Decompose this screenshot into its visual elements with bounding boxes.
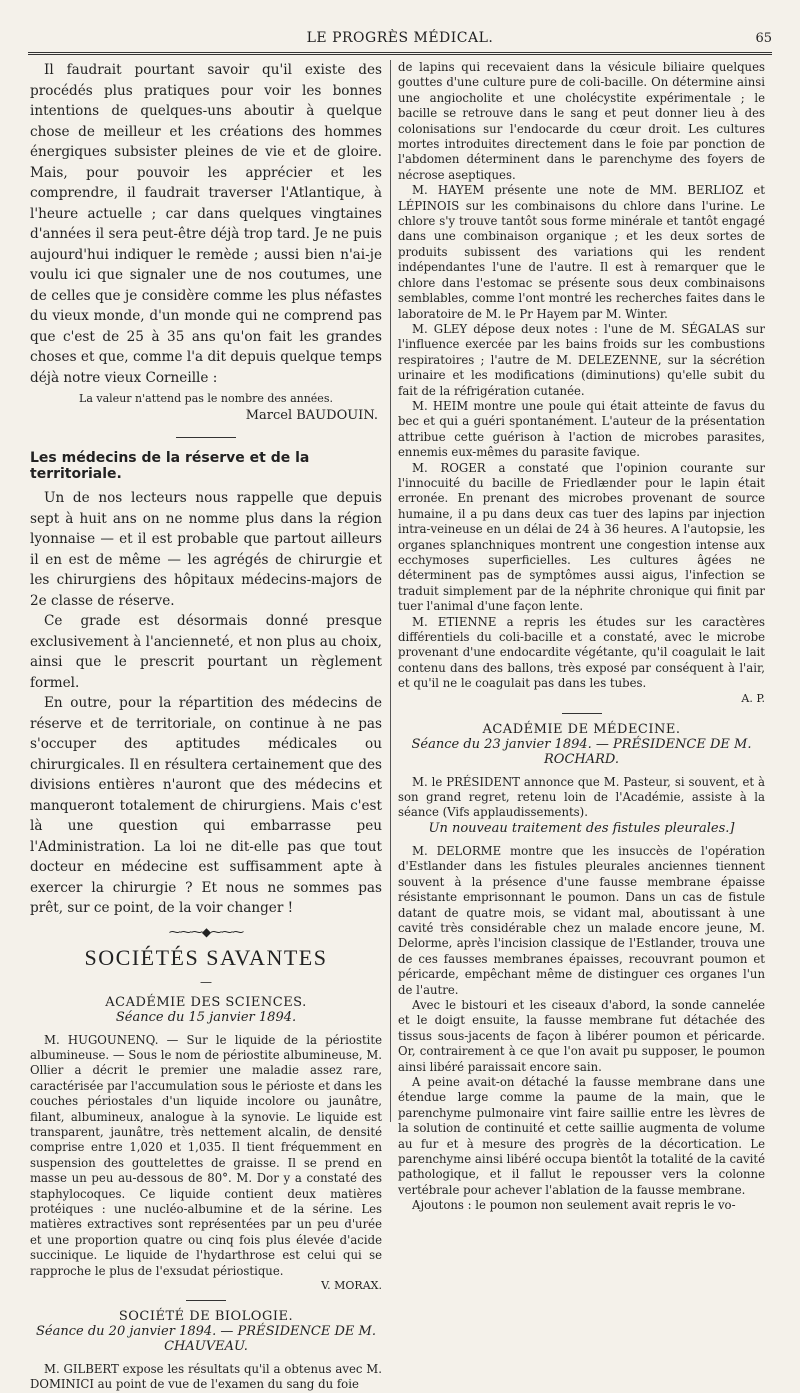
paragraph: M. GLEY dépose deux notes : l'une de M. SÉGALAS sur l'influence exercée par les bains froids sur les combustions respiratoires ; l'autre de M. DELEZENNE, sur la sécrétion urinaire et les modifications (diminutions) qu'elle subit du fait de la réfrigération cutanée. (398, 321, 765, 398)
page-header (28, 30, 772, 52)
paragraph: Avec le bistouri et les ciseaux d'abord, la sonde cannelée et le doigt ensuite, la fausse membrane fut détachée des tissus sous-jacents de façon à libérer poumon et péricarde. Or, contrairement à ce que l'on avait pu supposer, le poumon ainsi libéré paraissait encore sain. (398, 997, 765, 1074)
paragraph: M. HAYEM présente une note de MM. BERLIOZ et LÉPINOIS sur les combinaisons du chlore dans l'urine. Le chlore s'y trouve tantôt sous forme minérale et tantôt engagé dans une combinaison organique ; et les deux sortes de produits subissent des variations qui les rendent indépendantes l'une de l'autre. Il est à remarquer que le chlore dans l'estomac se présente sous deux combinaisons semblables, comme l'ont montré les recherches faites dans le laboratoire de M. le Pr Hayem par M. Winter. (398, 183, 765, 321)
paragraph: Il faudrait pourtant savoir qu'il existe des procédés plus pratiques pour voir les bonnes intentions de quelques-uns aboutir à quelque chose de meilleur et les créations des hommes énergiques subsister pleines de vie et de gloire. Mais, pour pouvoir les apprécier et les comprendre, il faudrait traverser l'Atlantique, à l'heure actuelle ; car dans quelques vingtaines d'années il sera peut-être déjà trop tard. Je ne puis aujourd'hui indiquer le remède ; aussi bien n'ai-je voulu ici que signaler une de nos coutumes, une de celles que je considère comme les plus néfastes du vieux monde, d'un monde qui ne comprend pas que c'est de 25 à 35 ans qu'on fait les grandes choses et que, comme l'a dit depuis quelque temps déjà notre vieux Corneille : (30, 62, 383, 386)
section-title: SOCIÉTÉS SAVANTES (84, 944, 328, 970)
signature: V. MORAX. (321, 1279, 382, 1292)
dash-separator: — (200, 974, 212, 989)
session-date: Séance du 20 janvier 1894. — PRÉSIDENCE DE M. CHAUVEAU. (36, 1324, 376, 1354)
paragraph: A peine avait-on détaché la fausse membrane dans une étendue large comme la paume de la main, que le parenchyme pulmonaire vint faire saillie entre les lèvres de la solution de continuité et cette saillie augmenta de volume au fur et à mesure des progrès de la décortication. Le parenchyme ainsi libéré occupa bientôt la totalité de la cavité pathologique, et il fallut le repousser vers la colonne vertébrale pour achever l'ablation de la fausse membrane. (398, 1074, 765, 1197)
society-heading: SOCIÉTÉ DE BIOLOGIE. (118, 1309, 294, 1324)
paragraph: M. HEIM montre une poule qui était atteinte de favus du bec et qui a guéri spontanément. L'auteur de la présentation attribue cette guérison à l'action de microbes parasites, ennemis eux-mêmes du parasite favique. (398, 398, 765, 460)
signature: A. P. (741, 691, 765, 705)
header-rule (28, 52, 772, 55)
paragraph: M. ROGER a constaté que l'opinion courante sur l'innocuité du bacille de Friedlænder pour le lapin était erronée. En prenant des microbes provenant de source humaine, il a pu dans deux cas tuer des lapins par injection intra-veineuse en un délai de 24 à 36 heures. A l'autopsie, les organes splanchniques montrent une congestion intense aux ecchymoses superficielles. Les cultures âgées ne déterminent pas de symptômes aussi aigus, l'infection se traduit simplement par de la néphrite chronique qui finit par tuer l'animal d'une façon lente. (398, 460, 765, 614)
signature: Marcel BAUDOUIN. (245, 408, 378, 423)
left-column (30, 60, 382, 1393)
page-number: 65 (755, 31, 772, 46)
paragraph: de lapins qui recevaient dans la vésicule biliaire quelques gouttes d'une culture pure de coli-bacille. On détermine ainsi une angiocholite et une cholécystite expérimentale ; le bacille se retrouve dans le sang et peut donner lieu à des colonisations sur l'endocarde du cœur droit. Les cultures mortes introduites directement dans le foie par ponction de l'abdomen déterminent dans le parenchyme des foyers de nécrose aseptiques. (398, 60, 765, 182)
separator (186, 1300, 226, 1301)
journal-title: LE PROGRÈS MÉDICAL. (306, 30, 494, 46)
paragraph: M. GILBERT expose les résultats qu'il a obtenus avec M. DOMINICI au point de vue de l'examen du sang du foie (30, 1362, 382, 1392)
right-column (398, 60, 765, 1214)
society-heading: ACADÉMIE DE MÉDECINE. (482, 721, 681, 737)
paragraph: En outre, pour la répartition des médecins de réserve et de territoriale, on continue à ne pas s'occuper des aptitudes médicales ou chirurgicales. Il en résultera certainement que des divisions entières n'auront que des médecins et manqueront totalement de chirurgiens. Mais c'est là une question qui embarrasse peu l'Administration. La loi ne dit-elle pas que tout docteur en médecine est suffisamment apte à exercer la chirurgie ? Et nous ne sommes pas prêt, sur ce point, de la voir changer ! (30, 695, 382, 916)
ornament-divider: ⁓⁓⁓◆⁓⁓⁓ (168, 924, 244, 939)
subheading: Un nouveau traitement des fistules pleurales.] (428, 820, 735, 836)
paragraph: M. HUGOUNENQ. — Sur le liquide de la périostite albumineuse. — Sous le nom de périostite albumineuse, M. Ollier a décrit le premier une maladie assez rare, caractérisée par l'accumulation sous le périoste et dans les couches périostales d'un liquide incolore ou jaunâtre, filant, albumineux, analogue à la synovie. Le liquide est transparent, jaunâtre, très nettement alcalin, de densité comprise entre 1,020 et 1,035. Il tient fréquemment en suspension des gouttelettes de graisse. Il se prend en masse un peu au-dessous de 80°. M. Dor y a constaté des staphylocoques. Ce liquide contient deux matières protéiques : une nucléo-albumine et de la sérine. Les matières extractives sont représentées par un peu d'urée et une proportion quatre ou cinq fois plus élevée d'acide succinique. Le liquide de l'hydarthrose est celui qui se rapproche le plus de l'exsudat périostique. (30, 1032, 382, 1278)
quotation: La valeur n'attend pas le nombre des années. (79, 392, 333, 405)
paragraph: M. ETIENNE a repris les études sur les caractères différentiels du coli-bacille et a constaté, avec le microbe provenant d'une endocardite végétante, qu'il coagulait le lait contenu dans des ballons, très exposé par conséquent à l'air, et qu'il ne le coagulait pas dans les tubes. (398, 614, 765, 691)
session-date: Séance du 15 janvier 1894. (115, 1009, 297, 1025)
paragraph: Un de nos lecteurs nous rappelle que depuis sept à huit ans on ne nomme plus dans la région lyonnaise — et il est probable que partout ailleurs il en est de même — les agrégés de chirurgie et les chirurgiens des hôpitaux médecins-majors de 2e classe de réserve. (30, 490, 382, 609)
article-title: Les médecins de la réserve et de la territoriale. (30, 450, 310, 482)
column-divider (390, 60, 391, 1122)
session-date: Séance du 23 janvier 1894. — PRÉSIDENCE DE M. ROCHARD. (411, 736, 752, 767)
separator (176, 437, 236, 438)
paragraph: Ajoutons : le poumon non seulement avait repris le vo- (412, 1198, 736, 1213)
separator (562, 713, 602, 714)
paragraph: Ce grade est désormais donné presque exclusivement à l'ancienneté, et non plus au choix, ainsi que le prescrit pourtant un règlement formel. (30, 613, 382, 691)
society-heading: ACADÉMIE DES SCIENCES. (105, 994, 307, 1010)
paragraph: M. DELORME montre que les insuccès de l'opération d'Estlander dans les fistules pleurales anciennes tiennent souvent à la présence d'une fausse membrane épaisse résistante emprisonnant le poumon. Dans un cas de fistule datant de quatre mois, se vidant mal, aboutissant à une cavité très considérable chez un malade encore jeune, M. Delorme, après l'incision classique de l'Estlander, trouva une de ces fausses membranes épaisses, recouvrant poumon et péricarde, empêchant même de distinguer ces organes l'un de l'autre. (398, 843, 765, 997)
paragraph: M. le PRÉSIDENT annonce que M. Pasteur, si souvent, et à son grand regret, retenu loin de l'Académie, assiste à la séance (Vifs applaudissements). (398, 774, 765, 820)
